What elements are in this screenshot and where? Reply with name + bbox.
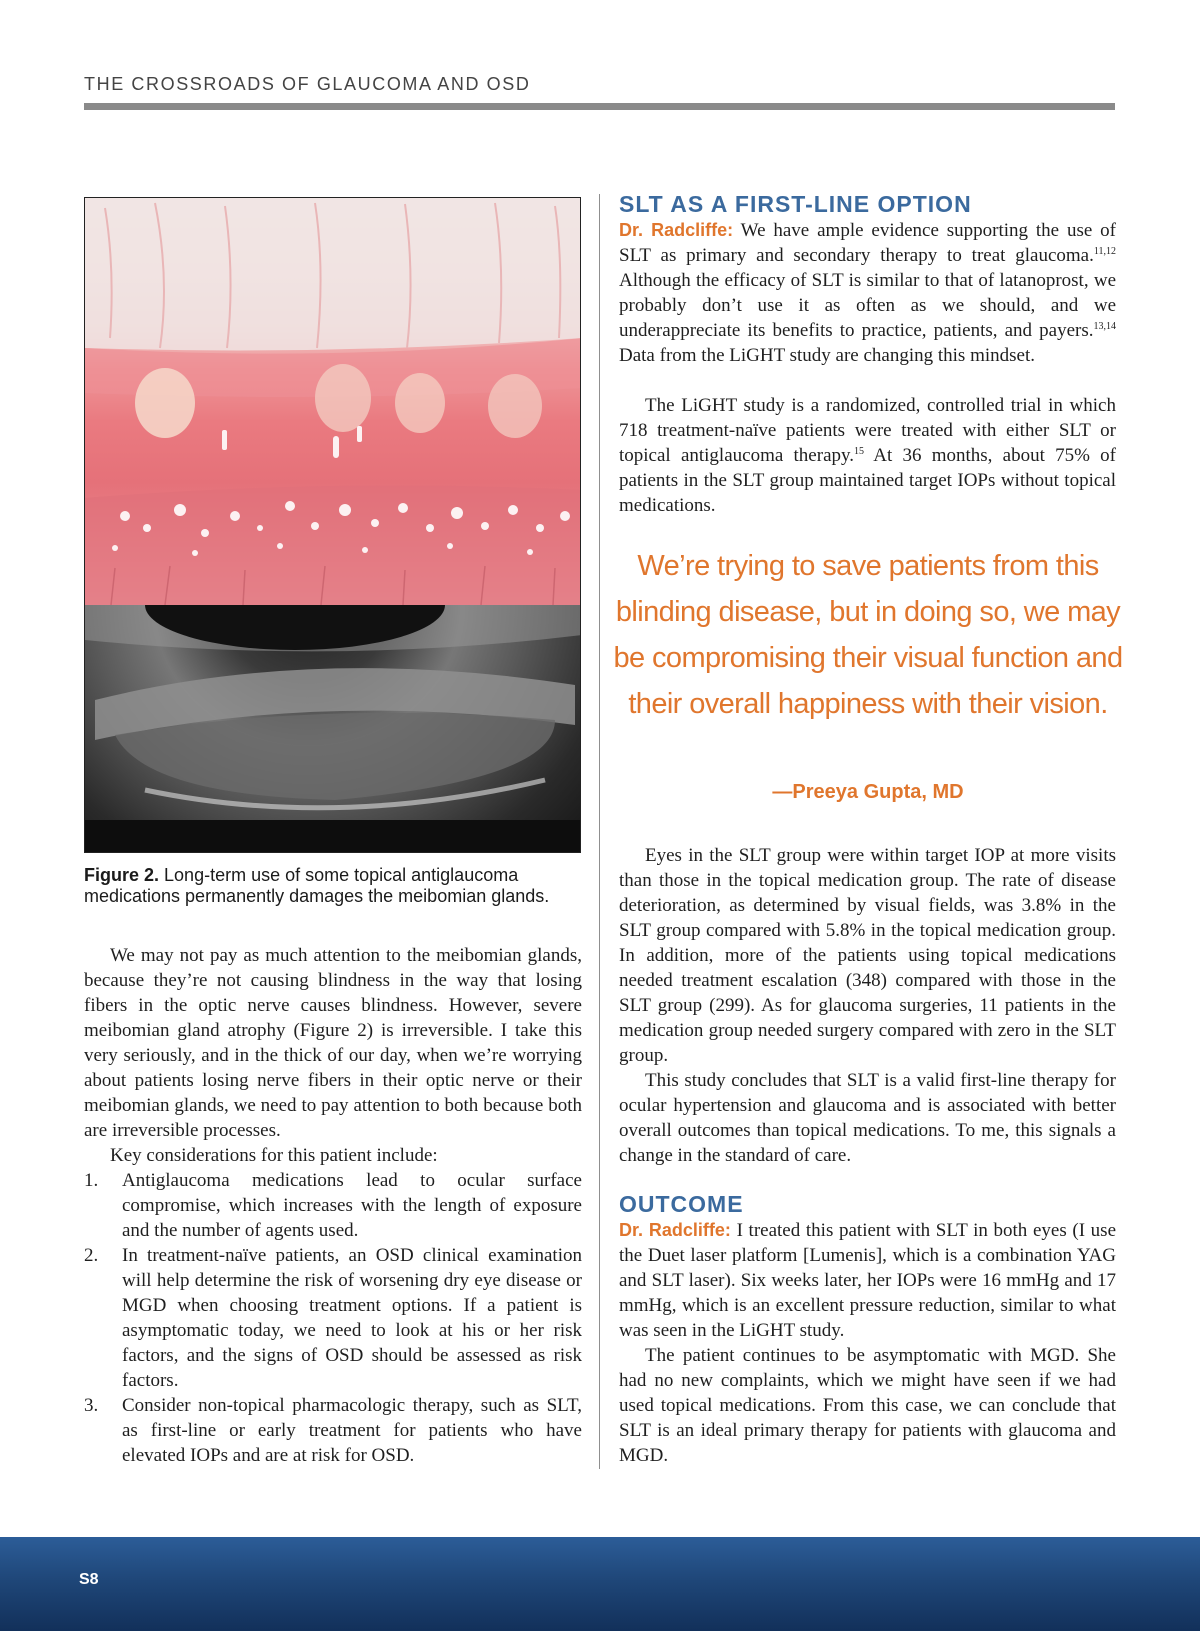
figure-caption-text: Long-term use of some topical antiglaucoma medications permanently damages the meibomian glands. — [84, 865, 550, 906]
page-number: S8 — [79, 1571, 99, 1588]
outcome-paragraph-1: Dr. Radcliffe: I treated this patient with SLT in both eyes (I use the Duet laser platform [Lumenis], which is a combination YAG and SLT laser). Six weeks later, her IOPs were 16 mmHg and 17 mmHg, which is an excellent pressure reduction, similar to what was seen in the LiGHT study. — [619, 1220, 1116, 1341]
left-paragraph-2: Key considerations for this patient include: — [110, 1145, 438, 1166]
pull-quote: We’re trying to save patients from this blinding disease, but in doing so, we may be compromising their visual function and their overall happiness with their vision. — [613, 550, 1123, 720]
slt-paragraph-1: Dr. Radcliffe: We have ample evidence supporting the use of SLT as primary and secondary therapy to treat glaucoma.$^{11,12}$ Although the efficacy of SLT is similar to that of latanoprost, we probably don’t use it as often as we should, and we underappreciate its benefits to practice, patients, and payers.$^{13,14}$ Data from the LiGHT study are changing this mindset. — [619, 220, 1116, 366]
speaker-label: Dr. Radcliffe: — [619, 1220, 731, 1240]
list-item: 2. In treatment-naïve patients, an OSD clinical examination will help determine the risk of worsening dry eye disease or MGD when choosing treatment options. If a patient is asymptomatic today, we need to look at his or her risk factors, and the signs of OSD should be assessed as risk factors. — [84, 1245, 582, 1391]
figure-label: Figure 2. — [84, 865, 160, 885]
outcome-paragraph-2: The patient continues to be asymptomatic with MGD. She had no new complaints, which we might have seen if we had used topical medications. From this case, we can conclude that SLT is an ideal primary therapy for patients with glaucoma and MGD. — [619, 1345, 1116, 1466]
slt-paragraph-2: The LiGHT study is a randomized, controlled trial in which 718 treatment-naïve patients were treated with either SLT or topical antiglaucoma therapy.$^{15}$ At 36 months, about 75% of patients in the SLT group maintained target IOPs without topical medications. — [619, 395, 1117, 516]
list-item: 1. Antiglaucoma medications lead to ocular surface compromise, which increases with the length of exposure and the number of agents used. — [84, 1170, 582, 1241]
running-title: THE CROSSROADS OF GLAUCOMA AND OSD — [84, 74, 531, 94]
column-divider — [599, 194, 600, 1469]
figure-2-image — [84, 197, 581, 853]
speaker-label: Dr. Radcliffe: — [619, 220, 734, 240]
pull-quote-attribution: —Preeya Gupta, MD — [772, 781, 964, 803]
reference: 15 — [854, 446, 865, 457]
header-rule — [84, 103, 1115, 110]
left-paragraph-1: We may not pay as much attention to the meibomian glands, because they’re not causing blindness in the way that losing fibers in the optic nerve causes blindness. However, severe meibomian gland atrophy (Figure 2) is irreversible. I take this very seriously, and in the thick of our day, when we’re worrying about patients losing nerve fibers in their optic nerve or their meibomian glands, we need to pay attention to both because both are irreversible processes. — [84, 945, 582, 1141]
list-item: 3. Consider non-topical pharmacologic therapy, such as SLT, as first-line or early treatment for patients who have elevated IOPs and are at risk for OSD. — [84, 1395, 582, 1466]
reference: 13,14 — [1093, 321, 1116, 332]
slt-paragraph-3: Eyes in the SLT group were within target IOP at more visits than those in the topical medication group. The rate of disease deterioration, as determined by visual fields, was 3.8% in the SLT group compared with 5.8% in the topical medication group. In addition, more of the patients using topical medications needed treatment escalation (348) compared with those in the SLT group (299). As for glaucoma surgeries, 11 patients in the medication group needed surgery compared with zero in the SLT group. — [619, 845, 1116, 1066]
figure-caption — [84, 865, 584, 907]
key-considerations-list — [84, 1168, 582, 1468]
slt-paragraph-4: This study concludes that SLT is a valid first-line therapy for ocular hypertension and glaucoma and is associated with better overall outcomes than topical medications. To me, this signals a change in the standard of care. — [619, 1070, 1116, 1166]
slt-section-heading: SLT AS A FIRST-LINE OPTION — [619, 191, 972, 217]
footer-band — [0, 1537, 1200, 1631]
reference: 11,12 — [1093, 246, 1116, 257]
outcome-heading: OUTCOME — [619, 1191, 744, 1217]
meibography-photo — [85, 605, 580, 853]
eyelid-color-photo — [85, 198, 580, 605]
